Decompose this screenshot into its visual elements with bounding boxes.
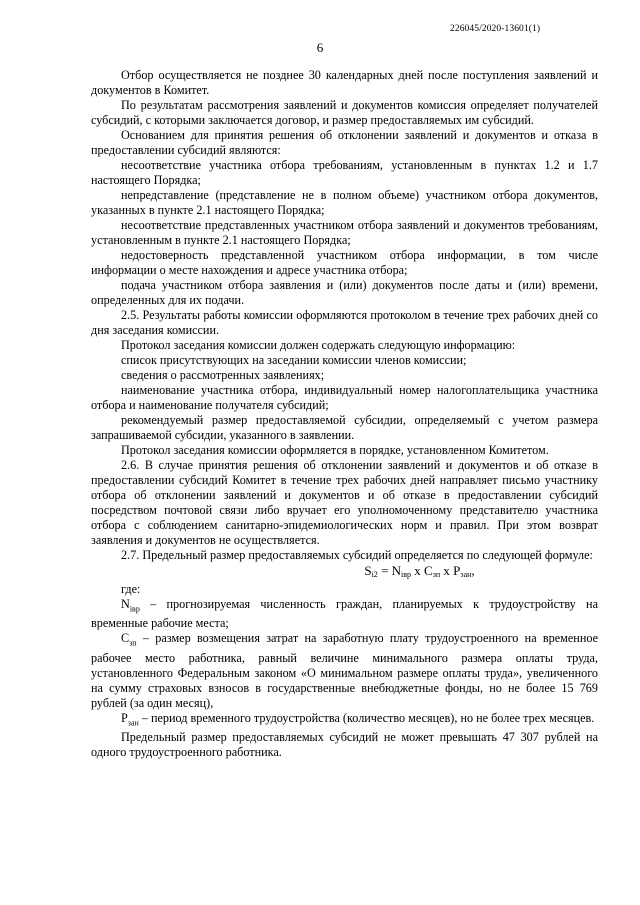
paragraph: Предельный размер предоставляемых субсидий не может превышать 47 307 рублей на одного трудоустроенного работника.	[91, 730, 598, 760]
list-item: непредставление (представление не в полном объеме) участником отбора документов, указанных в пункте 2.1 настоящего Порядка;	[91, 188, 598, 217]
document-number: 226045/2020-13601(1)	[450, 24, 541, 34]
page-number: 6	[316, 40, 324, 55]
list-item: подача участником отбора заявления и (или) документов после даты и (или) времени, определенных для их подачи.	[91, 278, 598, 307]
formula: $S_{i2} = N_{iвр}$ x $C_{зп}$ x $P_{зан}$,	[364, 563, 475, 579]
paragraph: 2.7. Предельный размер предоставляемых субсидий определяется по следующей формуле:	[121, 548, 593, 562]
list-item: список присутствующих на заседании комиссии членов комиссии;	[121, 353, 467, 367]
paragraph: Протокол заседания комиссии должен содержать следующую информацию:	[121, 338, 516, 352]
definition-item: $Р_{зан}$ – период временного трудоустройства (количество месяцев), но не более трех месяцев.	[121, 710, 595, 728]
list-item: наименование участника отбора, индивидуальный номер налогоплательщика участника отбора и наименование получателя субсидий;	[91, 383, 598, 412]
paragraph: 2.6. В случае принятия решения об отклонении заявлений и документов и об отказе в предоставлении субсидий Комитет в течение трех рабочих дней направляет письмо участнику отбора об отклонении заявлений и документов и об отказе в предоставлении субсидий посредством почтовой связи либо вручает его уполномоченному представителю участника отбора с соблюдением санитарно-эпидемиологических норм и правил. При этом возврат заявления и документов не осуществляется.	[91, 458, 598, 547]
list-item: несоответствие представленных участником отбора заявлений и документов требованиям, установленным в пункте 2.1 настоящего Порядка;	[91, 218, 598, 247]
list-item: рекомендуемый размер предоставляемой субсидии, определяемый с учетом размера запрашиваемой субсидии, указанного в заявлении.	[91, 413, 598, 442]
paragraph: Отбор осуществляется не позднее 30 календарных дней после поступления заявлений и документов в Комитет.	[91, 68, 598, 97]
paragraph: где:	[121, 582, 141, 596]
paragraph: По результатам рассмотрения заявлений и документов комиссия определяет получателей субсидий, с которыми заключается договор, и размер предоставляемых им субсидий.	[91, 98, 598, 127]
list-item: недостоверность представленной участником отбора информации, в том числе информации о месте нахождения и адресе участника отбора;	[91, 248, 598, 277]
list-item: несоответствие участника отбора требованиям, установленным в пунктах 1.2 и 1.7 настоящего Порядка;	[91, 158, 598, 187]
list-item: сведения о рассмотренных заявлениях;	[121, 368, 325, 382]
document-body	[91, 68, 598, 760]
paragraph: Основанием для принятия решения об отклонении заявлений и документов и отказа в предоставлении субсидий являются:	[91, 128, 598, 157]
definition-item: $N_{iвр}$ – прогнозируемая численность граждан, планируемых к трудоустройству на временные рабочие места;	[91, 597, 598, 631]
definition-item: $С_{зп}$ – размер возмещения затрат на заработную плату трудоустроенного на временное рабочее место работника, равный величине минимального размера оплаты труда, установленного Федеральным законом «О минимальном размере оплаты труда», увеличенного на сумму страховых взносов в государственные внебюджетные фонды, но не более 15 769 рублей (за один месяц),	[91, 631, 598, 710]
paragraph: Протокол заседания комиссии оформляется в порядке, установленном Комитетом.	[121, 443, 549, 457]
paragraph: 2.5. Результаты работы комиссии оформляются протоколом в течение трех рабочих дней со дня заседания комиссии.	[91, 308, 598, 337]
